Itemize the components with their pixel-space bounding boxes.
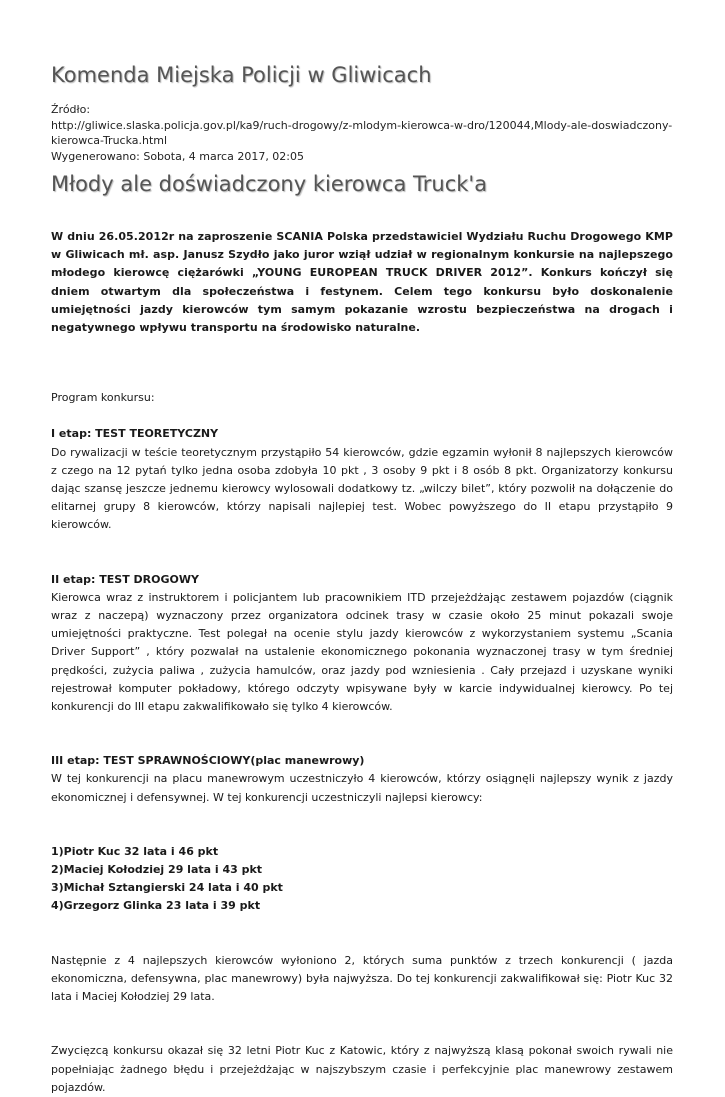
generated-timestamp: Wygenerowano: Sobota, 4 marca 2017, 02:05 — [51, 149, 305, 163]
stage2-title: II etap: TEST DROGOWY — [51, 572, 199, 586]
result-item: 4)Grzegorz Glinka 23 lata i 39 pkt — [51, 899, 261, 913]
result-item: 3)Michał Sztangierski 24 lata i 40 pkt — [51, 881, 283, 895]
stage1-text: Do rywalizacji w teście teoretycznym przystąpiło 54 kierowców, gdzie egzamin wyłonił 8 najlepszych kierowców z czego na 12 pytań tylko jedna osoba zdobyła 10 pkt , 3 osoby 9 pkt i 8 osób 8 pkt. Organizatorzy konkursu dając szansę jeszcze jednemu kierowcy wylosowali dodatkowy tz. „wilczy bilet”, który pozwolił na dołączenie do elitarnej grupy 8 kierowców, którzy napisali najlepiej test. Wobec powyższego do II etapu przystąpiło 9 kierowców. — [51, 445, 673, 532]
lead-paragraph: W dniu 26.05.2012r na zaproszenie SCANIA Polska przedstawiciel Wydziału Ruchu Drogowego KMP w Gliwicach mł. asp. Janusz Szydło jako juror wziął udział w regionalnym konkursie na najlepszego młodego kierowcę ciężarówki „YOUNG EUROPEAN TRUCK DRIVER 2012”. Konkurs kończył się dniem otwartym dla społeczeństwa i festynem. Celem tego konkursu było doskonalenie umiejętności jazdy kierowców tym samym pokazanie wzrostu bezpieczeństwa na drogach i negatywnego wpływu transportu na środowisko naturalne. — [51, 230, 673, 335]
winner-paragraph: Zwycięzcą konkursu okazał się 32 letni Piotr Kuc z Katowic, który z najwyższą klasą pokonał swoich rywali nie popełniając żadnego błędu i przejeżdżając w najszybszym czasie i perfekcyjnie plac manewrowy zestawem pojazdów. — [51, 1044, 673, 1094]
result-item: 1)Piotr Kuc 32 lata i 46 pkt — [51, 844, 219, 858]
article-title: Młody ale doświadczony kierowca Truck'a — [51, 172, 488, 196]
stage2-text: Kierowca wraz z instruktorem i policjantem lub pracownikiem ITD przejeżdżając zestawem pojazdów (ciągnik wraz z naczepą) wyznaczony przez organizatora odcinek trasy w czasie około 25 minut pokazali swoje umiejętności praktyczne. Test polegał na ocenie stylu jazdy kierowców z wykorzystaniem systemu „Scania Driver Support” , który pozwalał na ustalenie ekonomicznego pokonania wyznaczonej trasy w tym średniej prędkości, zużycia paliwa , zużycia hamulców, oraz jazdy pod wzniesienia . Cały przejazd i uzyskane wyniki rejestrował komputer pokładowy, którego odczyty wpisywane były w karcie indywidualnej kierowcy. Po tej konkurencji do III etapu zakwalifikowało się tylko 4 kierowców. — [51, 590, 673, 714]
article-body — [51, 228, 673, 1097]
stage3-text: W tej konkurencji na placu manewrowym uczestniczyło 4 kierowców, którzy osiągnęli najlepszy wynik z jazdy ekonomicznej i defensywnej. W tej konkurencji uczestniczyli najlepsi kierowcy: — [51, 772, 673, 804]
site-title: Komenda Miejska Policji w Gliwicach — [51, 63, 432, 87]
final-selection-paragraph: Następnie z 4 najlepszych kierowców wyłoniono 2, których suma punktów z trzech konkurencji ( jazda ekonomiczna, defensywna, plac manewrowy) była najwyższa. Do tej konkurencji zakwalifikował się: Piotr Kuc 32 lata i Maciej Kołodziej 29 lata. — [51, 953, 673, 1004]
stage1-title: I etap: TEST TEORETYCZNY — [51, 427, 219, 441]
program-label: Program konkursu: — [51, 391, 155, 405]
source-url: http://gliwice.slaska.policja.gov.pl/ka9/ruch-drogowy/z-mlodym-kierowca-w-dro/120044,Mlody-ale-doswiadczony-kierowca-Trucka.html — [51, 118, 673, 147]
result-item: 2)Maciej Kołodziej 29 lata i 43 pkt — [51, 863, 263, 877]
results-list — [51, 843, 673, 916]
source-label: Źródło: — [51, 103, 91, 116]
stage3-title: III etap: TEST SPRAWNOŚCIOWY(plac manewrowy) — [51, 754, 365, 768]
source-meta — [51, 102, 676, 164]
